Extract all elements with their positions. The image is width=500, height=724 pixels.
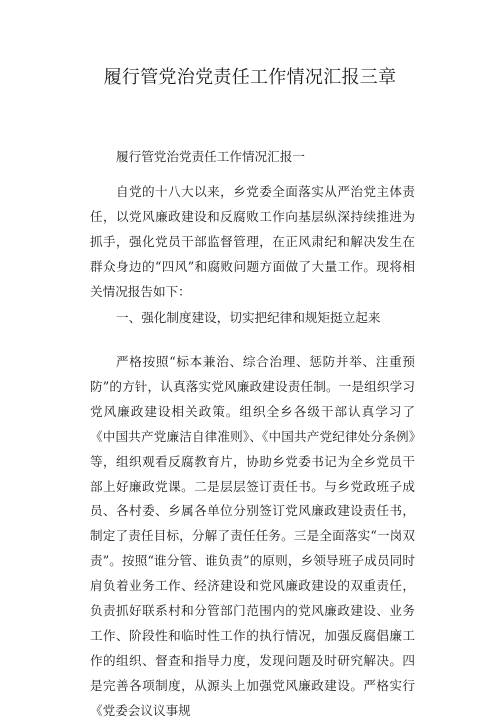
document-title: 履行管党治党责任工作情况汇报三章 — [103, 67, 397, 88]
section-heading: 一、强化制度建设，切实把纪律和规矩挺立起来 — [116, 310, 381, 325]
report-subtitle: 履行管党治党责任工作情况汇报一 — [116, 149, 305, 164]
body-paragraph: 严格按照“标本兼治、综合治理、惩防并举、注重预防”的方针，认真落实党风廉政建设责任制。一是组织学习党风廉政建设相关政策。组织全乡各级干部认真学习了《中国共产党廉洁自律准则》、《中国共产党纪律处分条例》等，组织观看反腐教育片，协助乡党委书记为全乡党员干部上好廉政党课。二是层层签订责任书。与乡党政班子成员、各村委、乡属各单位分别签订党风廉政建设责任书，制定了责任目标，分解了责任任务。三是全面落实“一岗双责”。按照“谁分管、谁负责”的原则，乡领导班子成员同时肩负着业务工作、经济建设和党风廉政建设的双重责任，负责抓好联系村和分管部门范围内的党风廉政建设、业务工作、阶段性和临时性工作的执行情况，加强反腐倡廉工作的组织、督查和指导力度，发现问题及时研究解决。四是完善各项制度，从源头上加强党风廉政建设。严格实行《党委会议议事规 — [90, 354, 415, 718]
intro-paragraph: 自党的十八大以来，乡党委全面落实从严治党主体责任，以党风廉政建设和反腐败工作向基层纵深持续推进为抓手，强化党员干部监督管理，在正风肃纪和解决发生在群众身边的“四风”和腐败问题方面做了大量工作。现将相关情况报告如下： — [90, 184, 415, 299]
